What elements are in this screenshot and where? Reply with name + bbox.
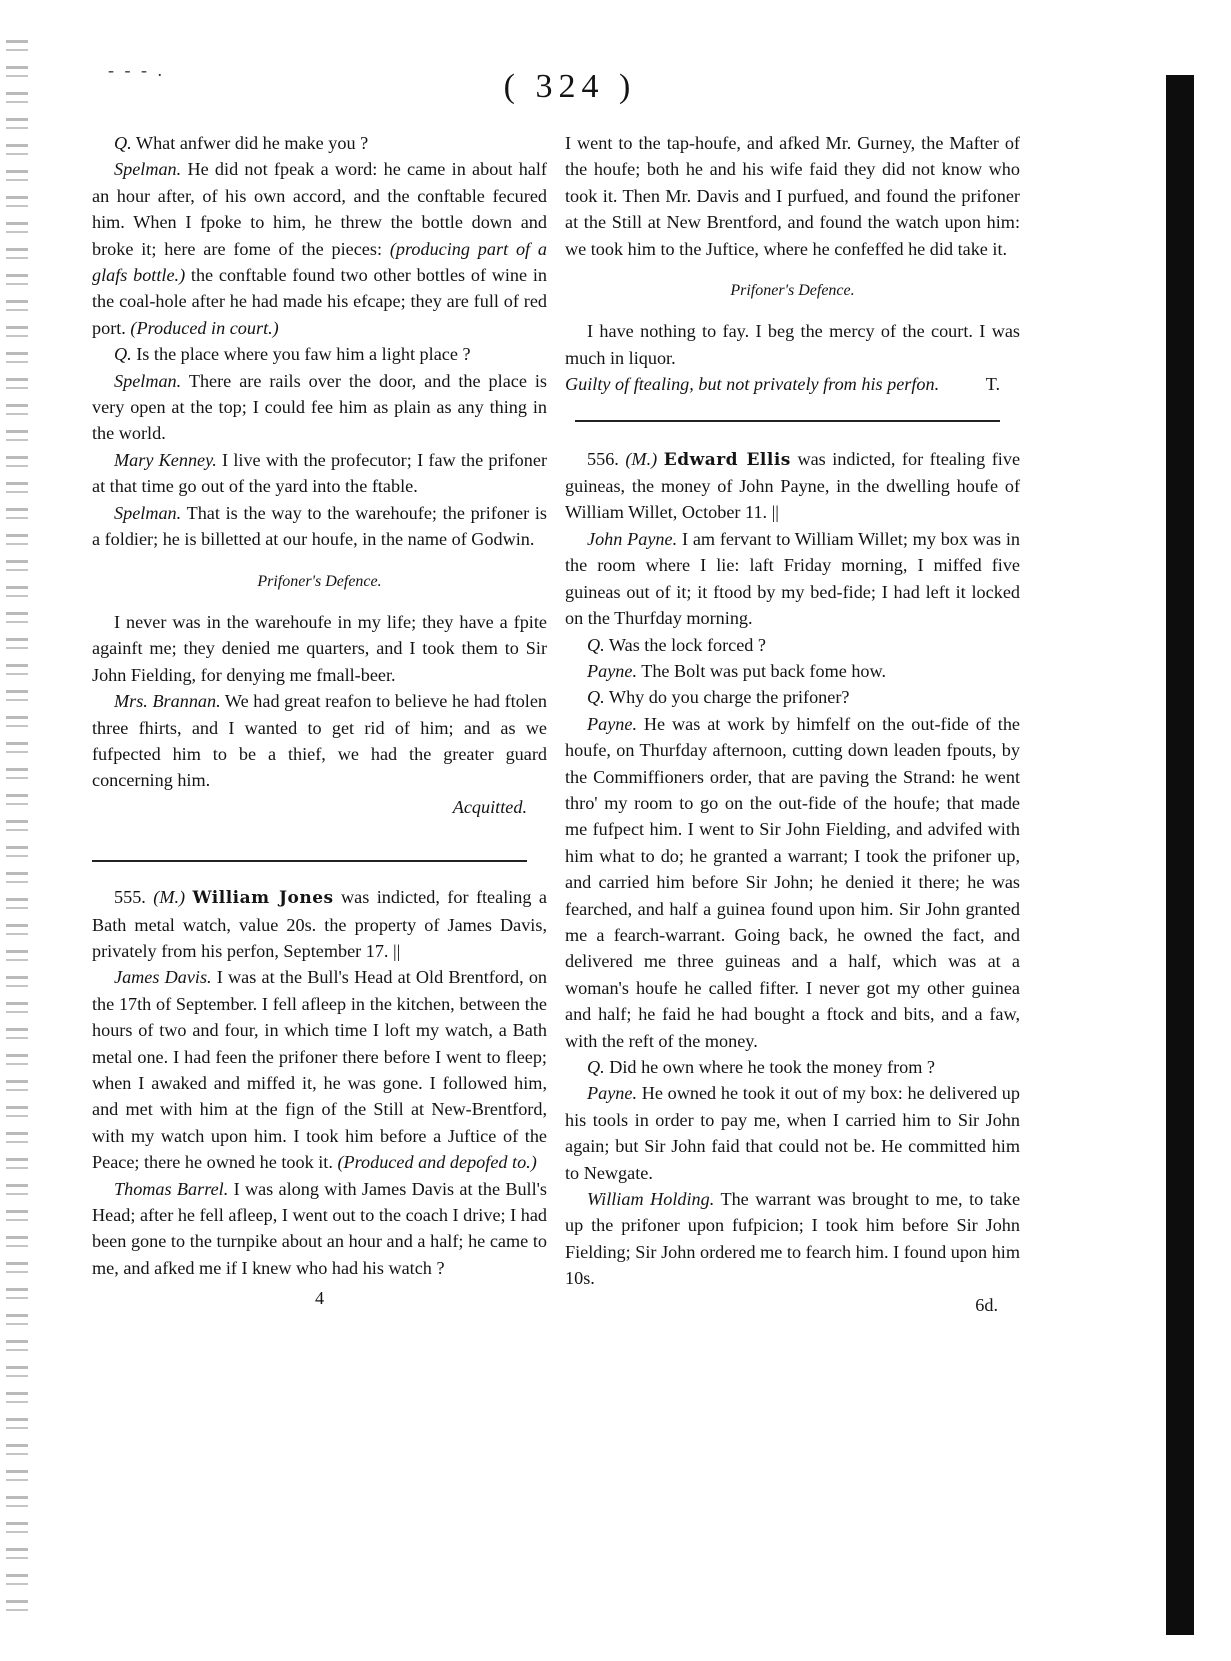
testimony-paragraph: Mrs. Brannan. We had great reafon to believe he had ftolen three fhirts, and I wanted to get rid of him; and as we fufpected him to be a thief, we had the greater guard concerning him. [92,691,548,791]
testimony-continuation: I went to the tap-houfe, and afked Mr. Gurney, the Mafter of the houfe; both he and his wife faid they did not know who took it. Then Mr. Davis and I purfued, and found the prifoner at the Still at New Brentford, and found the watch upon him: we took him to the Juftice, where he confeffed he did take it. [565,133,1020,259]
question-paragraph: Q. Did he own where he took the money from ? [587,1057,936,1077]
testimony-paragraph: Spelman. That is the way to the warehoufe; the prifoner is a foldier; he is billetted at our houfe, in the name of Godwin. [92,502,548,550]
testimony-paragraph: Spelman. There are rails over the door, and the place is very open at the top; I could fee him as plain as any thing in the world. [92,370,548,444]
testimony-paragraph: Payne. The Bolt was put back fome how. [587,660,887,681]
scan-edge-artifact [6,40,28,1620]
testimony-paragraph: Payne. He owned he took it out of my box: he delivered up his tools in order to pay me, when I carried him to Sir John again; but Sir John faid that could not be. He committed him to Newgate. [565,1083,1020,1183]
verdict: Acquitted. [452,796,527,817]
page-number: ( 324 ) [503,68,637,105]
defence-heading: Prifoner's Defence. [257,572,382,590]
question-paragraph: Q. What anfwer did he make you ? [114,133,369,153]
top-marks: - - - . [108,60,165,80]
catchword: 6d. [975,1294,998,1315]
case-heading: 555. (M.) William Jones was indicted, for ftealing a Bath metal watch, value 20s. the property of James Davis, privately from his perfon, September 17. || [92,887,547,961]
left-column [92,130,547,1312]
question-paragraph: Q. Why do you charge the prifoner? [587,687,850,708]
testimony-paragraph: John Payne. I am fervant to William Willet; my box was in the room where I lie: laft Friday morning, I miffed five guineas out of it; it ftood by my bed-fide; I had left it locked on the Thurfday morning. [565,528,1021,629]
question-paragraph: Q. Was the lock forced ? [587,634,767,655]
testimony-paragraph: Thomas Barrel. I was along with James Davis at the Bull's Head; after he fell afleep, I went out to the coach I drive; I had been gone to the turnpike about an hour and a half; he came to me, and afked me if I knew who had his watch ? [92,1178,548,1278]
defence-paragraph: I never was in the warehoufe in my life; they have a fpite againft me; they denied me quarters, and I took them to Sir John Fielding, for denying me fmall-beer. [92,611,547,685]
right-column [565,130,1020,1318]
case-heading: 556. (M.) Edward Ellis was indicted, for ftealing five guineas, the money of John Payne, in the dwelling houfe of William Willet, October 11. || [565,448,1021,523]
question-paragraph: Q. Is the place where you faw him a light place ? [114,344,471,365]
verdict: Guilty of ftealing, but not privately from his perfon. T. [565,374,1000,395]
binding-shadow-bar [1166,75,1194,1635]
testimony-paragraph: James Davis. I was at the Bull's Head at Old Brentford, on the 17th of September. I fell afleep in the kitchen, between the hours of two and four, in which time I loft my watch, a Bath metal one. I had feen the prifoner there before I went to fleep; when I awaked and miffed it, he was gone. I followed him, and met with him at the fign of the Still at New-Brentford, with my watch upon him. I took him before a Juftice of the Peace; there he owned he took it. (Produced and depofed to.) [92,967,548,1173]
signature-mark: 4 [314,1288,325,1309]
section-divider [92,860,527,862]
testimony-paragraph: William Holding. The warrant was brought to me, to take up the prifoner upon fufpicion; I took him before Sir John Fielding; Sir John ordered me to fearch him. I found upon him 10s. [565,1189,1021,1289]
defence-paragraph: I have nothing to fay. I beg the mercy of the court. I was much in liquor. [565,321,1020,368]
defence-heading: Prifoner's Defence. [730,282,855,300]
section-divider [575,420,1000,422]
testimony-paragraph: Mary Kenney. I live with the profecutor; I faw the prifoner at that time go out of the yard into the ftable. [92,449,548,497]
testimony-paragraph: Spelman. He did not fpeak a word: he came in about half an hour after, of his own accord, and the conftable fecured him. When I fpoke to him, he threw the bottle down and broke it; here are fome of the pieces: (producing part of a glafs bottle.) the conftable found two other bottles of wine in the coal-hole after he had made his efcape; they are full of red port. (Produced in court.) [92,159,547,338]
testimony-paragraph: Payne. He was at work by himfelf on the out-fide of the houfe, on Thurfday afternoon, cutting down leaden fpouts, by the Commiffioners order, that are paving the Strand: he went thro' my room to go on the out-fide of the houfe; that made me fufpect him. I went to Sir John Fielding, and advifed with him what to do; he granted a warrant; I took the prifoner up, and carried him before Sir John; he denied it there; he was fearched, and half a guinea found upon him. Sir John granted me a fearch-warrant. Going back, he owned the fact, and delivered me three guineas and a half, which was at a woman's houfe he called fifter. I never got my other guinea and half; he faid he had bought a ftock and bits, and a faw, with the reft of the money. [565,713,1020,1051]
